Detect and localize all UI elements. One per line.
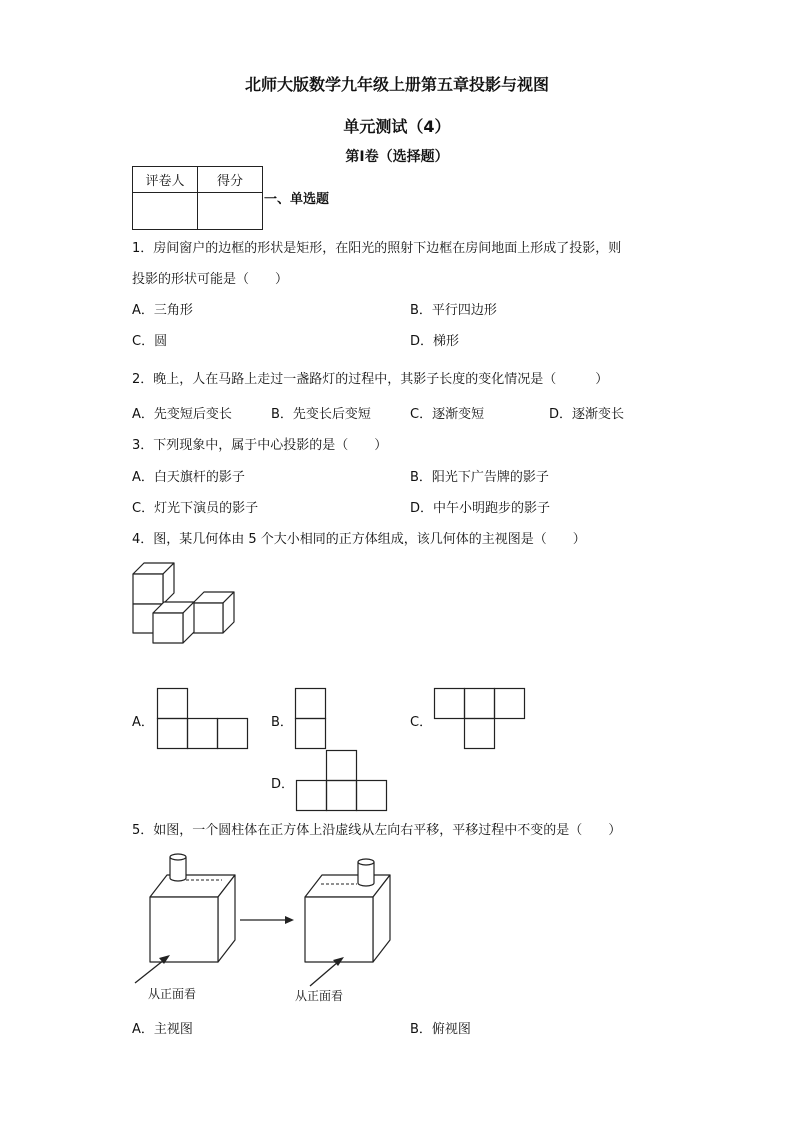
question-1-option-a: A．三角形	[132, 303, 193, 318]
question-1-stem-line1: 1．房间窗户的边框的形状是矩形，在阳光的照射下边框在房间地面上形成了投影，则	[132, 241, 622, 256]
page-subtitle: 单元测试（4）	[343, 117, 451, 136]
question-3-option-d: D．中午小明跑步的影子	[410, 501, 551, 516]
question-5-option-b: B．俯视图	[410, 1022, 471, 1037]
question-3-option-b: B．阳光下广告牌的影子	[410, 470, 549, 485]
question-1-option-d: D．梯形	[410, 334, 460, 349]
question-4-option-a-label: A．	[132, 715, 154, 730]
volume-heading: 第Ⅰ卷（选择题）	[345, 149, 449, 165]
section-title: 一、单选题	[264, 192, 330, 207]
question-5-option-a: A．主视图	[132, 1022, 193, 1037]
question-5-view-label-right: 从正面看	[295, 989, 344, 1003]
question-3-option-c: C．灯光下演员的影子	[132, 501, 259, 516]
question-5-view-label-left: 从正面看	[148, 987, 197, 1001]
question-1-stem-line2: 投影的形状可能是（ ）	[132, 272, 289, 287]
question-4-option-d-label: D．	[271, 777, 295, 792]
question-1-option-b: B．平行四边形	[410, 303, 497, 318]
question-2-option-b: B．先变长后变短	[271, 407, 371, 422]
question-2-option-d: D．逐渐变长	[549, 407, 625, 422]
grader-header-score: 得分	[198, 167, 263, 193]
question-3-option-a: A．白天旗杆的影子	[132, 470, 245, 485]
question-1-option-c: C．圆	[132, 334, 168, 349]
question-5-stem: 5．如图，一个圆柱体在正方体上沿虚线从左向右平移，平移过程中不变的是（ ）	[132, 823, 622, 838]
page-title: 北师大版数学九年级上册第五章投影与视图	[244, 75, 549, 94]
question-2-option-c: C．逐渐变短	[410, 407, 485, 422]
question-3-stem: 3．下列现象中，属于中心投影的是（ ）	[132, 438, 388, 453]
grader-header-reviewer: 评卷人	[133, 167, 198, 193]
question-4-option-b-label: B．	[271, 715, 293, 730]
question-2-option-a: A．先变短后变长	[132, 407, 232, 422]
question-2-stem: 2．晚上，人在马路上走过一盏路灯的过程中，其影子长度的变化情况是（ ）	[132, 372, 609, 387]
question-4-stem: 4．图，某几何体由 5 个大小相同的正方体组成，该几何体的主视图是（ ）	[132, 532, 586, 547]
question-4-option-c-label: C．	[410, 715, 433, 730]
